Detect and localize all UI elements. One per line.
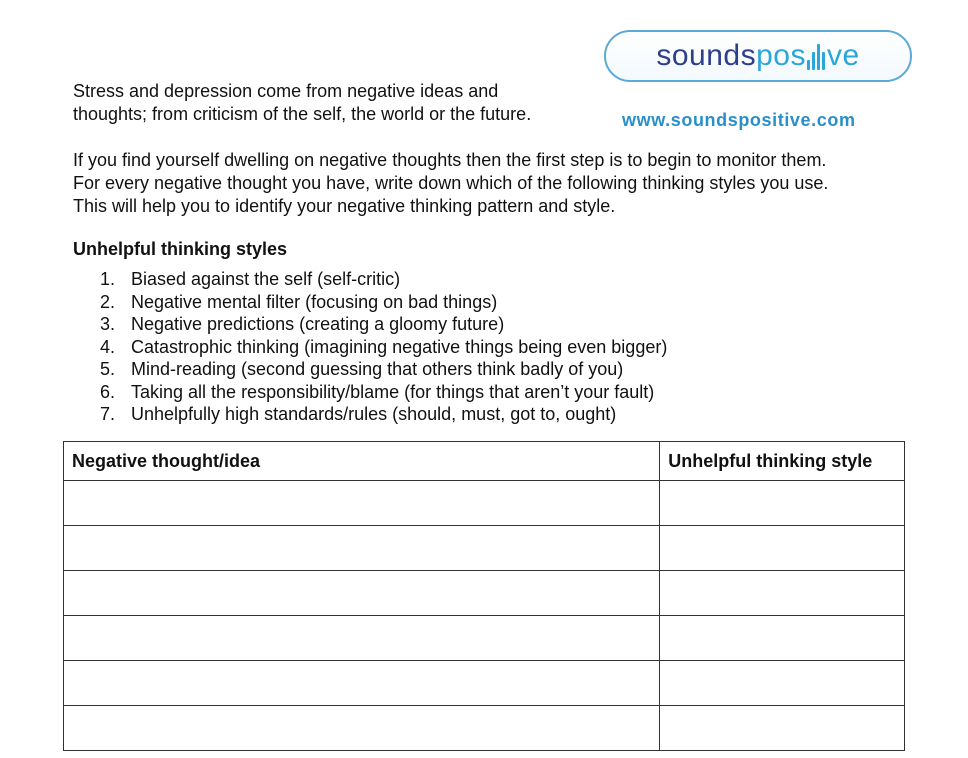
list-item	[100, 403, 667, 426]
list-text: Unhelpfully high standards/rules (should, must, got to, ought)	[131, 404, 617, 424]
list-item	[100, 358, 667, 381]
header-negative-thought: Negative thought/idea	[64, 442, 660, 481]
style-cell[interactable]	[660, 661, 905, 706]
style-cell[interactable]	[660, 706, 905, 751]
logo-text-ve: ve	[826, 39, 860, 72]
thought-cell[interactable]	[64, 526, 660, 571]
soundspositive-logo[interactable]	[604, 30, 912, 82]
intro-line-1: Stress and depression come from negative ideas and	[73, 81, 499, 101]
table-row	[64, 661, 905, 706]
list-text: Catastrophic thinking (imagining negative things being even bigger)	[131, 336, 668, 357]
table-header-row	[64, 442, 905, 481]
styles-heading: Unhelpful thinking styles	[73, 239, 288, 259]
list-number: 1.	[100, 269, 116, 289]
instructions-paragraph	[73, 149, 953, 218]
list-number: 2.	[100, 291, 116, 312]
list-text: Negative mental filter (focusing on bad things)	[131, 291, 498, 312]
thought-record-table	[63, 441, 905, 751]
list-item	[100, 313, 667, 336]
logo-text-pos: pos	[756, 39, 806, 72]
list-item	[100, 381, 667, 404]
style-cell[interactable]	[660, 616, 905, 661]
thought-cell[interactable]	[64, 661, 660, 706]
intro-line-2: thoughts; from criticism of the self, the world or the future.	[73, 104, 532, 124]
table-row	[64, 481, 905, 526]
style-cell[interactable]	[660, 526, 905, 571]
thought-cell[interactable]	[64, 571, 660, 616]
list-number: 4.	[100, 336, 116, 357]
thought-cell[interactable]	[64, 706, 660, 751]
thinking-styles-list	[100, 268, 667, 426]
table-row	[64, 706, 905, 751]
list-number: 6.	[100, 381, 116, 402]
thought-cell[interactable]	[64, 616, 660, 661]
list-text: Negative predictions (creating a gloomy future)	[131, 314, 505, 334]
list-number: 7.	[100, 404, 116, 424]
thought-cell[interactable]	[64, 481, 660, 526]
style-cell[interactable]	[660, 571, 905, 616]
intro-paragraph	[73, 80, 593, 126]
instructions-line-3: This will help you to identify your negative thinking pattern and style.	[73, 196, 616, 216]
list-item	[100, 291, 667, 314]
table-row	[64, 571, 905, 616]
list-text: Mind-reading (second guessing that others think badly of you)	[131, 359, 624, 379]
logo-text-sounds: sounds	[656, 39, 757, 72]
list-item	[100, 336, 667, 359]
website-link[interactable]: www.soundspositive.com	[622, 110, 856, 130]
list-number: 3.	[100, 314, 116, 334]
list-number: 5.	[100, 359, 116, 379]
style-cell[interactable]	[660, 481, 905, 526]
equalizer-bars-icon	[807, 42, 825, 70]
list-text: Biased against the self (self-critic)	[131, 269, 401, 289]
list-item	[100, 268, 667, 291]
table-row	[64, 526, 905, 571]
instructions-line-1: If you find yourself dwelling on negative thoughts then the first step is to begin to monitor them.	[73, 150, 827, 170]
table-row	[64, 616, 905, 661]
instructions-line-2: For every negative thought you have, write down which of the following thinking styles you use.	[73, 173, 829, 193]
list-text: Taking all the responsibility/blame (for things that aren’t your fault)	[131, 381, 655, 402]
header-thinking-style: Unhelpful thinking style	[660, 442, 905, 481]
